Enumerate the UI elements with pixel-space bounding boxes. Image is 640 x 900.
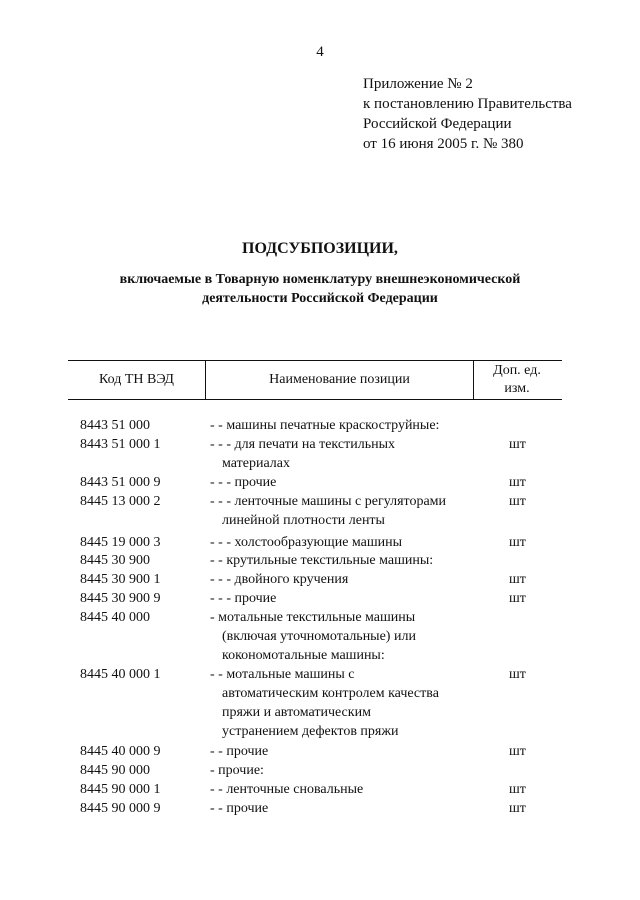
header-code: Код ТН ВЭД — [99, 372, 174, 387]
table-row — [0, 417, 640, 435]
row-code: 8443 51 000 1 — [80, 437, 161, 452]
row-code: 8445 30 900 9 — [80, 591, 161, 606]
row-unit: шт — [509, 572, 526, 587]
row-code: 8443 51 000 9 — [80, 475, 161, 490]
header-name: Наименование позиции — [205, 361, 474, 399]
row-unit: шт — [509, 494, 526, 509]
page-number: 4 — [316, 44, 324, 60]
document-title: ПОДСУБПОЗИЦИИ, — [242, 240, 398, 257]
table-row — [0, 474, 640, 492]
table-row-continuation — [0, 723, 640, 741]
row-name-cont: устранением дефектов пряжи — [222, 724, 399, 739]
row-name: - - - холстообразующие машины — [210, 535, 403, 550]
row-code: 8445 13 000 2 — [80, 494, 161, 509]
table-row — [0, 800, 640, 818]
row-name: - - - для печати на текстильных — [210, 437, 395, 452]
table-row-continuation — [0, 455, 640, 473]
table-row — [0, 552, 640, 570]
row-unit: шт — [509, 437, 526, 452]
row-name: - - прочие — [210, 744, 269, 759]
appendix-line: Российской Федерации — [363, 116, 512, 132]
row-code: 8445 90 000 9 — [80, 801, 161, 816]
row-name: - - - прочие — [210, 475, 277, 490]
row-name-cont: материалах — [222, 456, 290, 471]
row-name-cont: пряжи и автоматическим — [222, 705, 371, 720]
row-name: - - - прочие — [210, 591, 277, 606]
header-unit-line: Доп. ед. — [493, 363, 541, 378]
row-unit: шт — [509, 744, 526, 759]
row-name-cont: кокономотальные машины: — [222, 648, 385, 663]
row-name: - - ленточные сновальные — [210, 782, 364, 797]
appendix-line: от 16 июня 2005 г. № 380 — [363, 136, 524, 152]
row-name-cont: автоматическим контролем качества — [222, 686, 439, 701]
row-name: - мотальные текстильные машины — [210, 610, 416, 625]
row-name: - - мотальные машины с — [210, 667, 355, 682]
row-name-cont: линейной плотности ленты — [222, 513, 385, 528]
row-unit: шт — [509, 535, 526, 550]
subtitle-line: включаемые в Товарную номенклатуру внешнеэкономической — [119, 272, 521, 287]
table-row-continuation — [0, 512, 640, 530]
row-unit: шт — [509, 591, 526, 606]
table-row — [0, 436, 640, 454]
row-code: 8445 40 000 — [80, 610, 150, 625]
row-name: - - прочие — [210, 801, 269, 816]
row-name: - - крутильные текстильные машины: — [210, 553, 434, 568]
row-code: 8445 30 900 1 — [80, 572, 161, 587]
header-unit-line: изм. — [504, 381, 530, 396]
appendix-line: Приложение № 2 — [363, 76, 473, 92]
row-code: 8445 90 000 — [80, 763, 150, 778]
appendix-line: к постановлению Правительства — [363, 96, 572, 112]
table-row — [0, 762, 640, 780]
row-code: 8445 90 000 1 — [80, 782, 161, 797]
table-row — [0, 534, 640, 552]
row-name: - прочие: — [210, 763, 264, 778]
subtitle-line: деятельности Российской Федерации — [202, 291, 438, 306]
row-unit: шт — [509, 475, 526, 490]
row-code: 8445 19 000 3 — [80, 535, 161, 550]
table-row-continuation — [0, 685, 640, 703]
table-row — [0, 493, 640, 511]
row-unit: шт — [509, 801, 526, 816]
row-name: - - машины печатные краскоструйные: — [210, 418, 440, 433]
row-code: 8445 40 000 1 — [80, 667, 161, 682]
row-code: 8445 40 000 9 — [80, 744, 161, 759]
row-code: 8445 30 900 — [80, 553, 150, 568]
row-name: - - - двойного кручения — [210, 572, 349, 587]
table-row-continuation — [0, 704, 640, 722]
table-row — [0, 571, 640, 589]
table-row — [0, 743, 640, 761]
table-row-continuation — [0, 647, 640, 665]
table-row — [0, 590, 640, 608]
table-row — [0, 666, 640, 684]
row-code: 8443 51 000 — [80, 418, 150, 433]
table-row — [0, 781, 640, 799]
row-name-cont: (включая уточномотальные) или — [222, 629, 416, 644]
table-row-continuation — [0, 628, 640, 646]
table-row — [0, 609, 640, 627]
row-unit: шт — [509, 782, 526, 797]
row-unit: шт — [509, 667, 526, 682]
row-name: - - - ленточные машины с регуляторами — [210, 494, 447, 509]
